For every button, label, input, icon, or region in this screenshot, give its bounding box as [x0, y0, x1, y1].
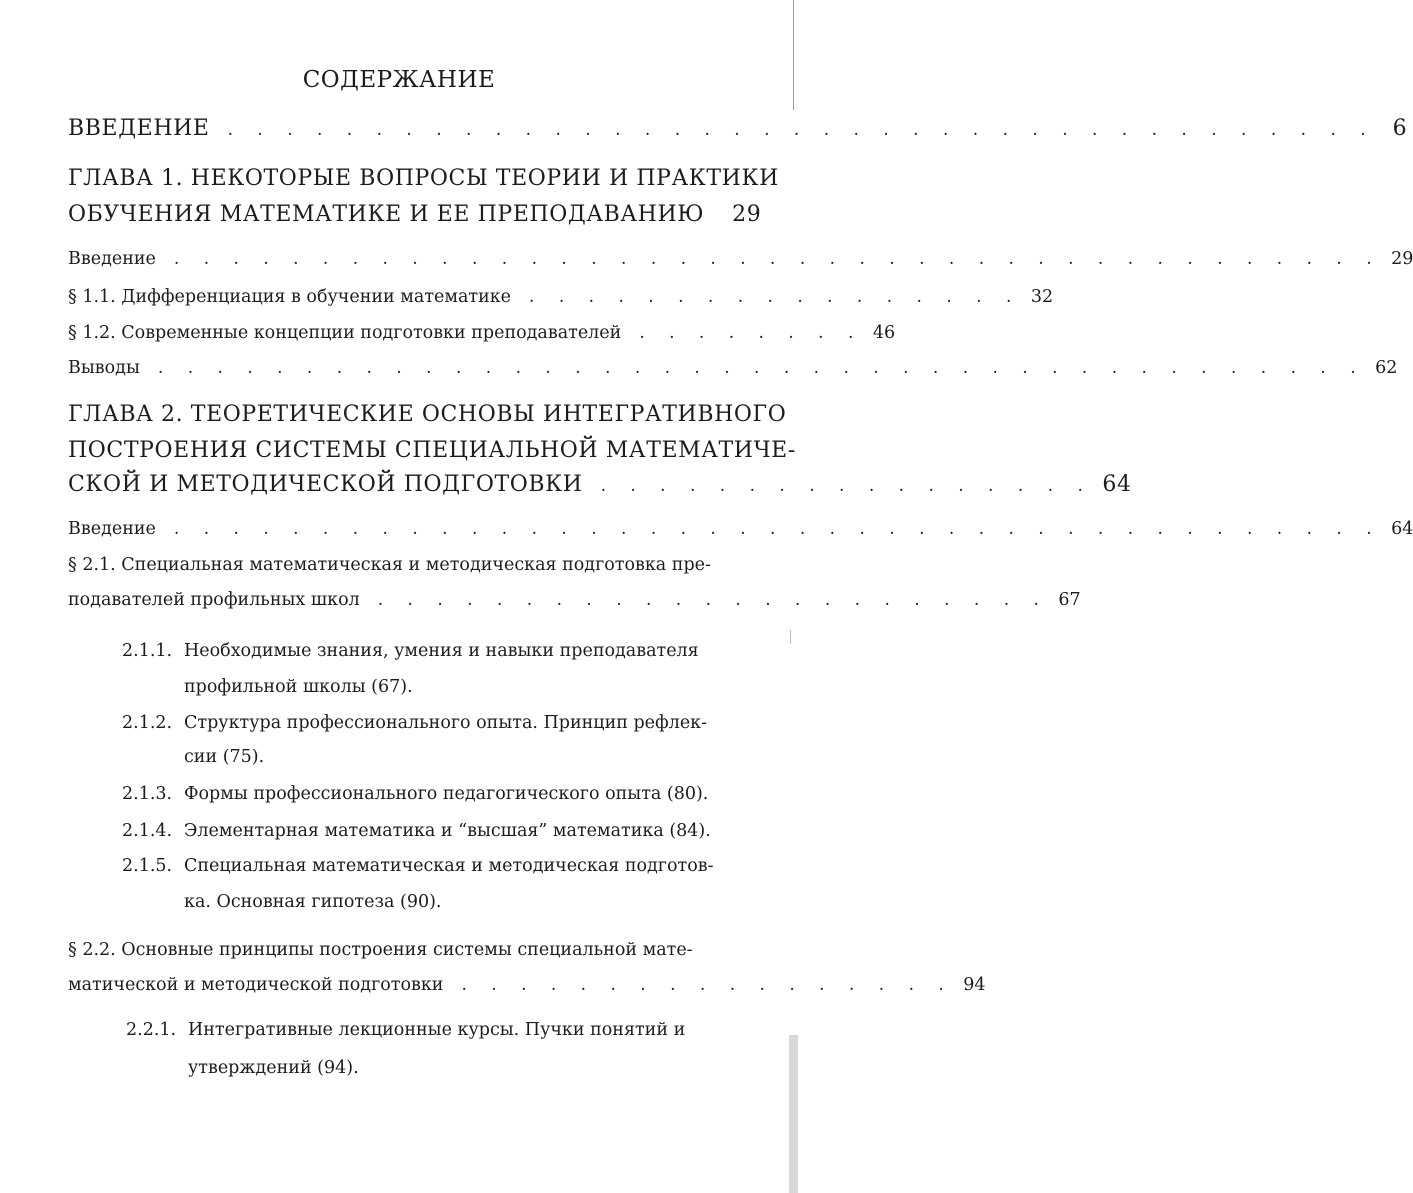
chapter-2-heading-line-2[interactable]: ПОСТРОЕНИЯ СИСТЕМЫ СПЕЦИАЛЬНОЙ МАТЕМАТИЧЕ- [68, 438, 796, 463]
page-number: 32 [1030, 287, 1054, 307]
chapter-1-heading-line-1[interactable]: ГЛАВА 1. НЕКОТОРЫЕ ВОПРОСЫ ТЕОРИИ И ПРАКТИКИ [68, 166, 779, 191]
toc-entry-2-1-line-1[interactable] [68, 552, 746, 578]
page-number: 62 [1375, 358, 1398, 378]
subsection-number: 2.1.5. [122, 856, 173, 876]
subsection-number: 2.1.1. [122, 641, 173, 661]
subsection-number: 2.1.4. [122, 821, 173, 841]
toc-entry-ch1-introduction[interactable] [68, 246, 1413, 272]
toc-entry-label: Введение [68, 249, 156, 269]
subsection-2-1-2-line-2[interactable]: сии (75). [184, 747, 265, 767]
page-title: СОДЕРЖАНИЕ [302, 67, 496, 93]
toc-entry-label: § 1.1. Дифференциация в обучении математике [68, 287, 512, 307]
toc-entry-label: § 1.2. Современные концепции подготовки преподавателей [68, 323, 622, 343]
scan-edge-mark [793, 0, 794, 110]
toc-entry-label: ВВЕДЕНИЕ [68, 116, 210, 141]
toc-entry-label: ОБУЧЕНИЯ МАТЕМАТИКЕ И ЕЕ ПРЕПОДАВАНИЮ [68, 202, 705, 227]
toc-entry-ch2-introduction[interactable] [68, 516, 1413, 542]
subsection-2-1-1-line-1[interactable]: Необходимые знания, умения и навыки преподавателя [184, 641, 699, 661]
toc-entry-1-1[interactable] [68, 284, 1054, 310]
toc-entry-2-2-line-2[interactable] [68, 972, 986, 998]
page-number: 67 [1058, 590, 1081, 610]
scan-edge-mark [789, 1035, 798, 1193]
toc-entry-introduction[interactable] [68, 116, 1408, 143]
toc-entry-2-2-line-1[interactable] [68, 937, 746, 963]
page-number: 46 [872, 323, 896, 343]
chapter-2-heading-line-1[interactable]: ГЛАВА 2. ТЕОРЕТИЧЕСКИЕ ОСНОВЫ ИНТЕГРАТИВНОГО [68, 402, 787, 427]
toc-entry-label: § 2.2. Основные принципы построения системы специальной мате- [68, 940, 693, 960]
chapter-2-heading-line-3[interactable] [68, 472, 1132, 499]
toc-entry-label: § 2.1. Специальная математическая и методическая подготовка пре- [68, 555, 711, 575]
subsection-2-1-4-line-1[interactable]: Элементарная математика и “высшая” математика (84). [184, 821, 711, 841]
subsection-2-1-3-line-1[interactable]: Формы профессионального педагогического опыта (80). [184, 784, 709, 804]
dot-leader: . . . . . . . . . . . . . . . . . . . . . . . . . . . . . . . . . . . . . . . . . [173, 519, 1382, 539]
page-number: 6 [1392, 116, 1408, 141]
chapter-1-heading-line-2[interactable] [68, 202, 762, 229]
toc-entry-2-1-line-2[interactable] [68, 587, 1081, 613]
toc-entry-label: Выводы [68, 358, 140, 378]
page-number: 94 [963, 975, 986, 995]
dot-leader: . . . . . . . . . . . . . . . . . [461, 975, 954, 995]
dot-leader: . . . . . . . . . . . . . . . . . . . . . . . [377, 590, 1049, 610]
dot-leader: . . . . . . . . . . . . . . . . . . . . . . . . . . . . . . . . . . . . . . . . . [157, 358, 1366, 378]
dot-leader: . . . . . . . . . . . . . . . . . [529, 287, 1021, 307]
dot-leader: . . . . . . . . [639, 323, 863, 343]
page-number: 64 [1391, 519, 1413, 539]
page-number: 64 [1102, 472, 1132, 497]
scan-edge-mark [790, 630, 791, 644]
toc-entry-label: Введение [68, 519, 156, 539]
subsection-number: 2.1.3. [122, 784, 173, 804]
subsection-2-2-1-line-2[interactable]: утверждений (94). [188, 1058, 359, 1078]
toc-entry-ch1-conclusions[interactable] [68, 355, 1398, 381]
subsection-2-1-5-line-2[interactable]: ка. Основная гипотеза (90). [184, 892, 442, 912]
subsection-number: 2.1.2. [122, 713, 173, 733]
page-number: 29 [732, 202, 762, 227]
page-number: 29 [1391, 249, 1413, 269]
subsection-number: 2.2.1. [126, 1020, 177, 1040]
subsection-2-1-1-line-2[interactable]: профильной школы (67). [184, 677, 413, 697]
dot-leader: . . . . . . . . . . . . . . . . . [600, 476, 1093, 496]
toc-entry-label: матической и методической подготовки [68, 975, 444, 995]
toc-entry-label: подавателей профильных школ [68, 590, 360, 610]
subsection-2-2-1-line-1[interactable]: Интегративные лекционные курсы. Пучки понятий и [188, 1020, 686, 1040]
dot-leader: . . . . . . . . . . . . . . . . . . . . . . . . . . . . . . . . . . . . . . . [227, 120, 1376, 140]
subsection-2-1-2-line-1[interactable]: Структура профессионального опыта. Принцип рефлек- [184, 713, 708, 733]
toc-entry-1-2[interactable] [68, 320, 896, 346]
toc-entry-label: СКОЙ И МЕТОДИЧЕСКОЙ ПОДГОТОВКИ [68, 472, 583, 497]
dot-leader: . . . . . . . . . . . . . . . . . . . . . . . . . . . . . . . . . . . . . . . . . [173, 249, 1382, 269]
subsection-2-1-5-line-1[interactable]: Специальная математическая и методическая подготов- [184, 856, 714, 876]
